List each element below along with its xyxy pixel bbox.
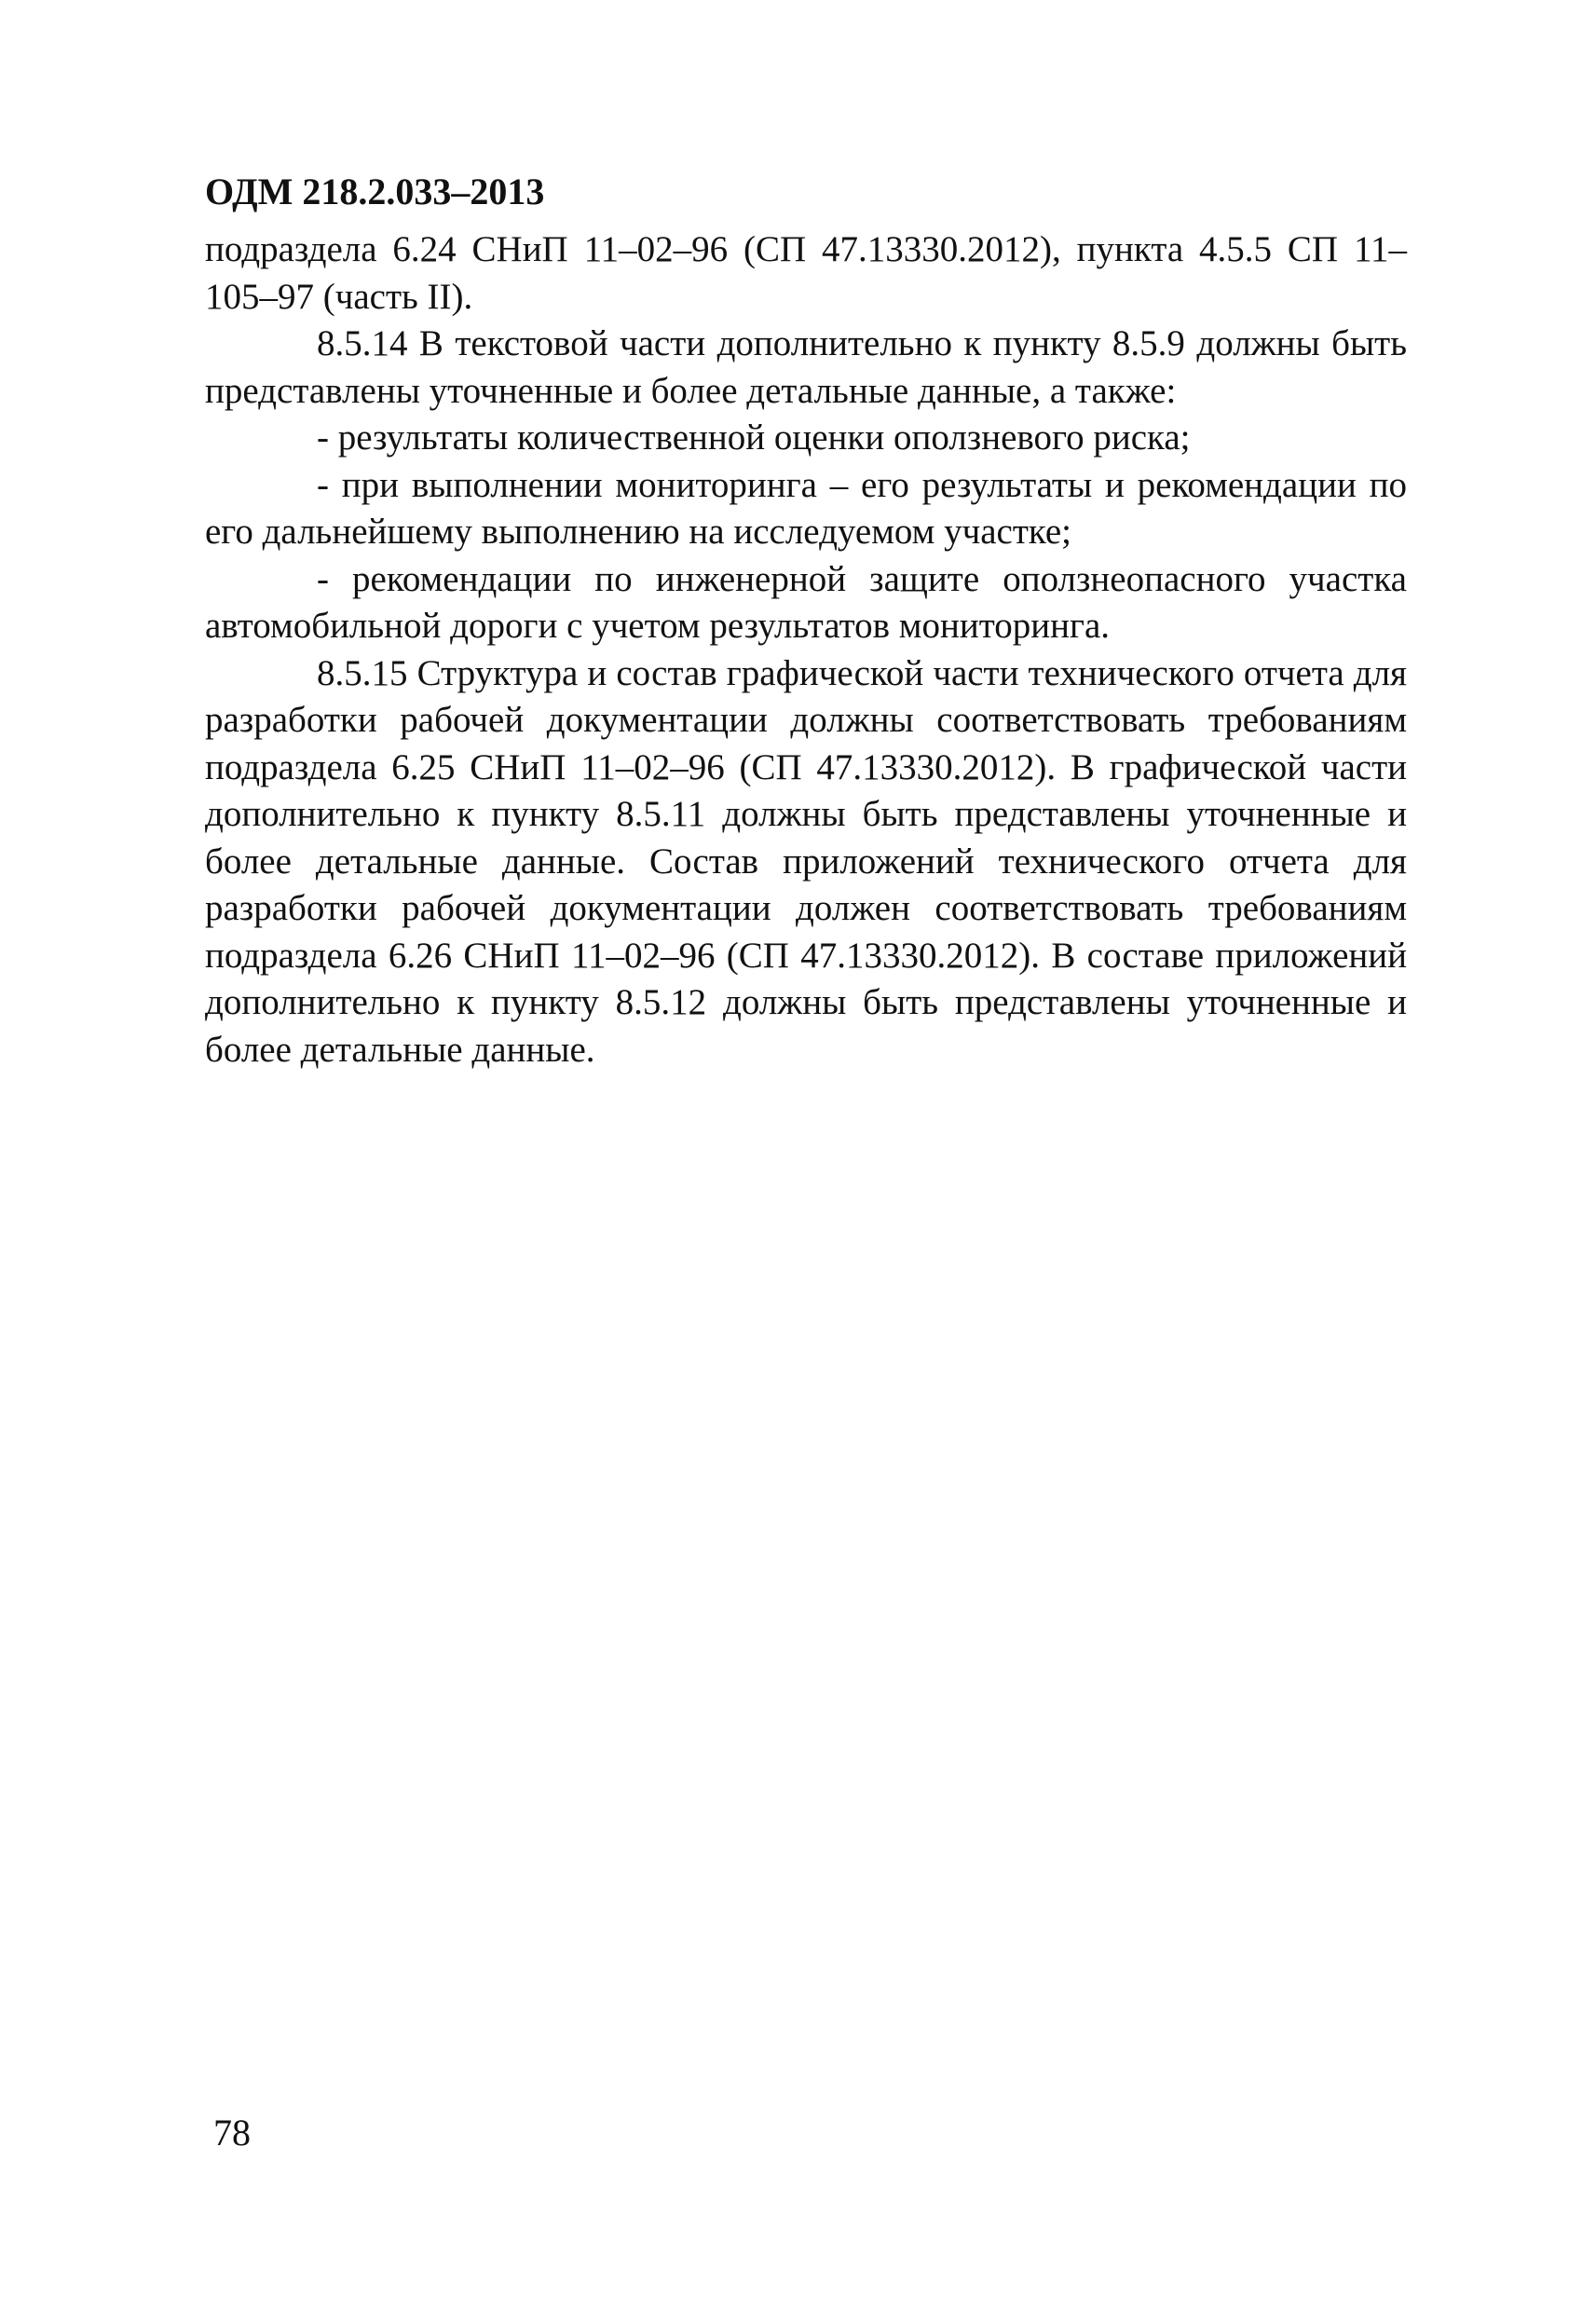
list-item-monitoring: - при выполнении мониторинга – его результаты и рекомендации по его дальнейшему выполнению на исследуемом участке; <box>205 464 1407 552</box>
continuation-paragraph: подраздела 6.24 СНиП 11–02–96 (СП 47.13330.2012), пункта 4.5.5 СП 11–105–97 (часть II). <box>205 229 1407 317</box>
document-body <box>205 226 1407 1073</box>
list-item-engineering-protection: - рекомендации по инженерной защите оползнеопасного участка автомобильной дороги с учетом результатов мониторинга. <box>205 558 1407 646</box>
page-number: 78 <box>213 2112 251 2154</box>
paragraph-8-5-15: 8.5.15 Структура и состав графической части технического отчета для разработки рабочей документации должны соответствовать требованиям подраздела 6.25 СНиП 11–02–96 (СП 47.13330.2012). В графической части дополнительно к пункту 8.5.11 должны быть представлены уточненные и более детальные данные. Состав приложений технического отчета для разработки рабочей документации должен соответствовать требованиям подраздела 6.26 СНиП 11–02–96 (СП 47.13330.2012). В составе приложений дополнительно к пункту 8.5.12 должны быть представлены уточненные и более детальные данные. <box>205 652 1407 1070</box>
document-code-header: ОДМ 218.2.033–2013 <box>205 171 545 212</box>
list-item-risk-assessment: - результаты количественной оценки оползневого риска; <box>317 417 1191 458</box>
paragraph-8-5-14: 8.5.14 В текстовой части дополнительно к пункту 8.5.9 должны быть представлены уточненные и более детальные данные, а также: <box>205 323 1407 411</box>
